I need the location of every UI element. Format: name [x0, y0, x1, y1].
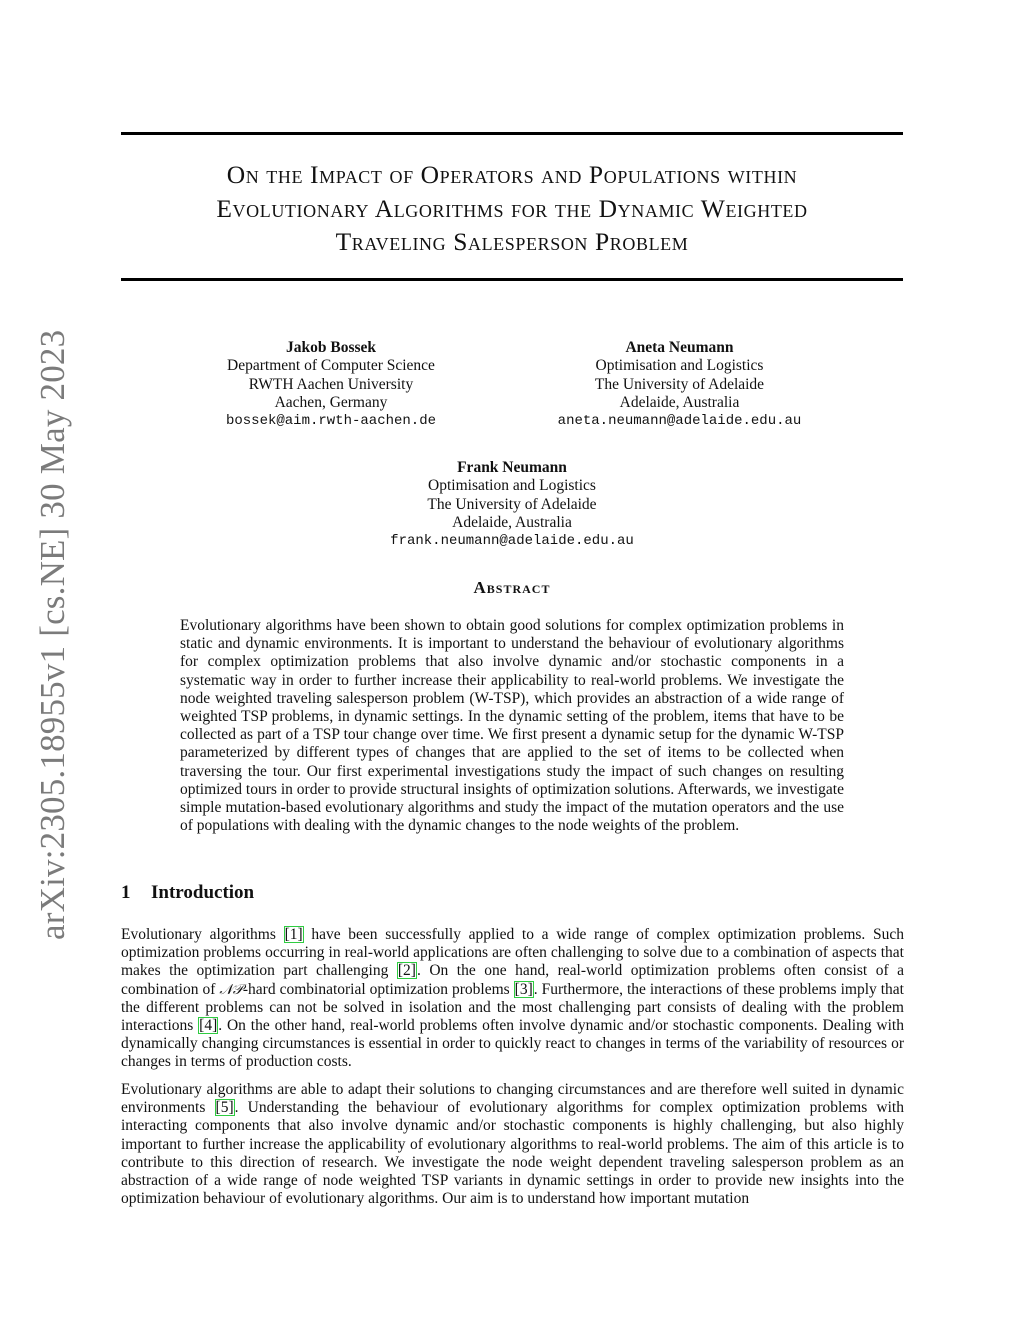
title-top-rule [121, 132, 903, 135]
author-name: Aneta Neumann [625, 339, 734, 356]
author-affiliation: The University of Adelaide [594, 375, 765, 393]
author-email[interactable]: bossek@aim.rwth-aachen.de [225, 413, 437, 430]
author-block-bossek [201, 339, 461, 430]
author-affiliation: Optimisation and Logistics [595, 357, 764, 375]
text-run: Evolutionary algorithms [121, 926, 284, 943]
arxiv-identifier-stamp: arXiv:2305.18955v1 [cs.NE] 30 May 2023 [33, 329, 72, 940]
section-title: Introduction [151, 882, 255, 903]
paper-title [121, 158, 903, 259]
title-bottom-rule [121, 278, 903, 281]
abstract-heading: Abstract [473, 578, 551, 597]
author-affiliation: Optimisation and Logistics [428, 477, 596, 495]
author-affiliation: RWTH Aachen University [248, 375, 414, 393]
title-line-1: On the Impact of Operators and Populations within [226, 160, 798, 189]
intro-paragraph-2 [121, 1081, 904, 1208]
citation-link[interactable]: [3] [514, 980, 533, 998]
author-block-a-neumann [538, 339, 821, 430]
author-name: Jakob Bossek [285, 339, 377, 356]
author-block-f-neumann [370, 459, 654, 550]
title-line-2: Evolutionary Algorithms for the Dynamic Weighted [216, 193, 808, 223]
abstract-text: Evolutionary algorithms have been shown to obtain good solutions for complex optimization problems in static and dynamic environments. It is important to understand the behaviour of evolutionary algorithms for complex optimization problems that also involve dynamic and/or stochastic components in a systematic way in order to further increase their applicability to real-world problems. We investigate the node weighted traveling salesperson problem (W-TSP), which provides an abstraction of a wide range of weighted TSP problems, in dynamic settings. In the dynamic setting of the problem, items that have to be collected as part of a TSP tour change over time. We first present a dynamic setup for the dynamic W-TSP parameterized by different types of changes that are applied to the set of items to be collected when traversing the tour. Our first experimental investigations study the impact of such changes on resulting optimized tours in order to provide structural insights of optimization solutions. Afterwards, we investigate simple mutation-based evolutionary algorithms and study the impact of the mutation operators and the use of populations with dealing with the dynamic changes to the node weights of the problem. [180, 617, 844, 835]
author-affiliation: Aachen, Germany [274, 393, 388, 411]
author-affiliation: The University of Adelaide [427, 495, 597, 513]
citation-link[interactable]: [4] [199, 1017, 218, 1035]
author-email[interactable]: frank.neumann@adelaide.edu.au [390, 533, 634, 550]
citation-link[interactable]: [5] [215, 1099, 234, 1117]
text-run: -hard combinatorial optimization problems [242, 980, 514, 998]
title-line-3: Traveling Salesperson Problem [335, 227, 689, 256]
text-run: . On the one hand, real-world optimization problems often consist of a combination of [121, 962, 904, 998]
text-run: Evolutionary algorithms are able to adapt their solutions to changing circumstances and are therefore well suited in dynamic environments [121, 1081, 904, 1117]
text-run: have been successfully applied to a wide range of complex optimization problems. Such optimization problems occurring in real-world applications are often challenging to solve due to a combination of aspects that makes the optimization part challenging [121, 926, 904, 980]
citation-link[interactable]: [2] [397, 962, 416, 980]
section-number: 1 [121, 882, 131, 903]
author-email[interactable]: aneta.neumann@adelaide.edu.au [557, 413, 802, 430]
intro-paragraph-1 [121, 926, 904, 1072]
author-affiliation: Department of Computer Science [227, 357, 435, 375]
author-affiliation: Adelaide, Australia [619, 393, 740, 411]
text-run: . On the other hand, real-world problems often involve dynamic and/or stochastic components. Dealing with dynamically changing circumstances is essential in order to quickly react to changes in terms of the variability of resources or changes in terms of production costs. [121, 1017, 904, 1071]
text-run: . Understanding the behaviour of evolutionary algorithms for complex optimization problems with interacting components that also involve dynamic and/or stochastic components is highly challenging, but also highly important to further increase the applicability of evolutionary algorithms to real-world problems. The aim of this article is to contribute to this direction of research. We investigate the node weight dependent traveling salesperson problem as an abstraction of a wide range of node weighted TSP variants in dynamic settings in order to provide new insights into the optimization behaviour of evolutionary algorithms. Our aim is to understand how important mutation [121, 1099, 904, 1208]
np-symbol: 𝒩𝒫 [219, 981, 243, 998]
author-affiliation: Adelaide, Australia [452, 513, 572, 531]
citation-link[interactable]: [1] [284, 926, 303, 943]
text-run: . Furthermore, the interactions of these problems imply that the different problems can not be solved in isolation and the most challenging part consists of dealing with the problem interactions [121, 980, 904, 1035]
author-name: Frank Neumann [457, 459, 567, 476]
section-heading-introduction [121, 882, 254, 904]
